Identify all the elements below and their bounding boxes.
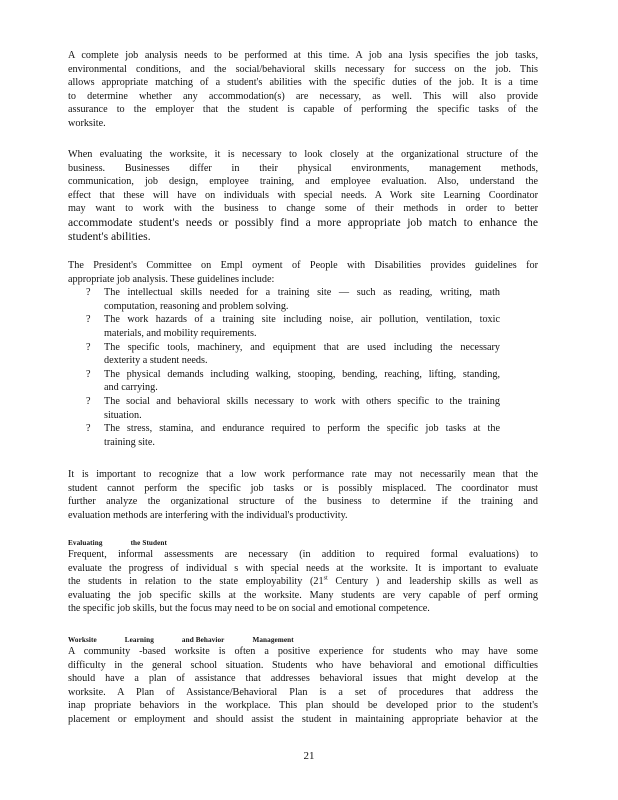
text-line: may want to work with the business to change some of their methods in order to better bbox=[68, 203, 538, 215]
text-line: The social and behavioral skills necessary to work with others specific to the training bbox=[104, 395, 500, 407]
text-line: should have a plan of assistance that addresses behavioral issues that might develop at the bbox=[68, 673, 538, 685]
text-segment: the students in relation to the state employability (21 bbox=[68, 576, 324, 588]
text-line bbox=[68, 575, 538, 589]
text-line: The President's Committee on Empl oyment of People with Disabilities provides guidelines for bbox=[68, 260, 538, 271]
text-line: business. Businesses differ in their physical environments, management methods, bbox=[68, 162, 538, 174]
text-line: the specific job skills, but the focus may need to be on social and emotional competence. bbox=[68, 603, 430, 615]
text-line: further analyze the organizational structure of the business to determine if the training and bbox=[68, 496, 538, 508]
list-item bbox=[68, 395, 538, 422]
text-line: The physical demands including walking, stooping, bending, reaching, lifting, standing, bbox=[104, 368, 500, 380]
heading-word: and Behavior bbox=[181, 636, 225, 644]
text-line: Frequent, informal assessments are necessary (in addition to required formal evaluations) to bbox=[68, 549, 538, 560]
text-line: When evaluating the worksite, it is necessary to look closely at the organizational structure of the bbox=[68, 149, 538, 160]
text-line: materials, and mobility requirements. bbox=[104, 327, 257, 339]
bullet-glyph: ? bbox=[86, 395, 91, 407]
paragraph-low-performance bbox=[68, 468, 538, 522]
guidelines-list bbox=[68, 286, 538, 449]
text-line: The intellectual skills needed for a training site — such as reading, writing, math bbox=[104, 287, 500, 299]
text-line: allows appropriate matching of a student's abilities with the specific duties of the job. It is a time bbox=[68, 77, 538, 89]
heading-word: the Student bbox=[130, 539, 168, 547]
bullet-glyph: ? bbox=[86, 368, 91, 380]
bullet-glyph: ? bbox=[86, 287, 91, 299]
text-line: effect that these will have on individuals with special needs. A Work site Learning Coordinator bbox=[68, 189, 538, 201]
text-segment: Century ) and leadership skills as well as bbox=[327, 576, 538, 588]
bullet-glyph: ? bbox=[86, 314, 91, 326]
section-evaluating-student bbox=[68, 538, 538, 616]
text-line: student's abilities. bbox=[68, 229, 151, 243]
list-item bbox=[68, 422, 538, 449]
text-line: computation, reasoning and problem solving. bbox=[104, 300, 289, 312]
paragraph-evaluating-worksite bbox=[68, 148, 538, 244]
text-line: The work hazards of a training site including noise, air pollution, ventilation, toxic bbox=[104, 314, 500, 326]
section-heading bbox=[68, 538, 538, 548]
bullet-glyph: ? bbox=[86, 423, 91, 435]
heading-word: Learning bbox=[124, 636, 154, 644]
text-line: student cannot perform the specific job tasks or is possibly misplaced. The coordinator must bbox=[68, 482, 538, 494]
text-line: evaluate the progress of individual s with special needs at the worksite. It is important to evaluate bbox=[68, 562, 538, 574]
list-item bbox=[68, 286, 538, 313]
section-worksite-behavior bbox=[68, 635, 538, 727]
text-line: The stress, stamina, and endurance required to perform the specific job tasks at the bbox=[104, 423, 500, 435]
page-number: 21 bbox=[303, 750, 315, 762]
text-line: environmental conditions, and the social/behavioral skills necessary for success on the job. This bbox=[68, 63, 538, 75]
text-line: evaluating the job specific skills at the worksite. Many students are very capable of perf orming bbox=[68, 589, 538, 601]
text-line: and carrying. bbox=[104, 382, 158, 394]
text-line: situation. bbox=[104, 409, 142, 421]
text-line: placement or employment and should assist the student in maintaining appropriate behavior at the bbox=[68, 713, 538, 725]
heading-word: Evaluating bbox=[68, 539, 103, 547]
text-line: training site. bbox=[104, 436, 155, 448]
bullet-glyph: ? bbox=[86, 341, 91, 353]
superscript: st bbox=[323, 575, 328, 582]
heading-word: Management bbox=[252, 636, 294, 644]
text-line: worksite. bbox=[68, 117, 106, 129]
text-line: evaluation methods are interfering with the individual's productivity. bbox=[68, 509, 348, 521]
text-line: The specific tools, machinery, and equipment that are used including the necessary bbox=[104, 341, 500, 353]
paragraph-presidents-committee bbox=[68, 259, 538, 449]
text-line: to determine whether any accommodation(s) are necessary, as well. This will also provide bbox=[68, 90, 538, 102]
text-line: dexterity a student needs. bbox=[104, 355, 208, 367]
text-line: worksite. A Plan of Assistance/Behavioral Plan is a set of procedures that address the bbox=[68, 686, 538, 698]
text-line: It is important to recognize that a low work performance rate may not necessarily mean that the bbox=[68, 469, 538, 480]
text-line: assurance to the employer that the student is capable of performing the specific tasks of the bbox=[68, 104, 538, 116]
section-heading bbox=[68, 635, 538, 645]
text-line: inap propriate behaviors in the workplace. This plan should be developed prior to the student's bbox=[68, 700, 538, 712]
text-line: accommodate student's needs or possibly find a more appropriate job match to enhance the bbox=[68, 215, 538, 229]
text-line: appropriate job analysis. These guidelines include: bbox=[68, 273, 275, 285]
text-line: communication, job design, employee training, and employee evaluation. Also, understand the bbox=[68, 176, 538, 188]
list-item bbox=[68, 368, 538, 395]
list-item bbox=[68, 341, 538, 368]
paragraph-job-analysis bbox=[68, 49, 538, 131]
heading-word: Worksite bbox=[68, 636, 97, 644]
list-item bbox=[68, 313, 538, 340]
text-line: difficulty in the general school situation. Students who have behavioral and emotional difficulties bbox=[68, 659, 538, 671]
text-line: A complete job analysis needs to be performed at this time. A job ana lysis specifies the job tasks, bbox=[68, 50, 538, 61]
text-line: A community -based worksite is often a positive experience for students who may have some bbox=[68, 646, 538, 657]
